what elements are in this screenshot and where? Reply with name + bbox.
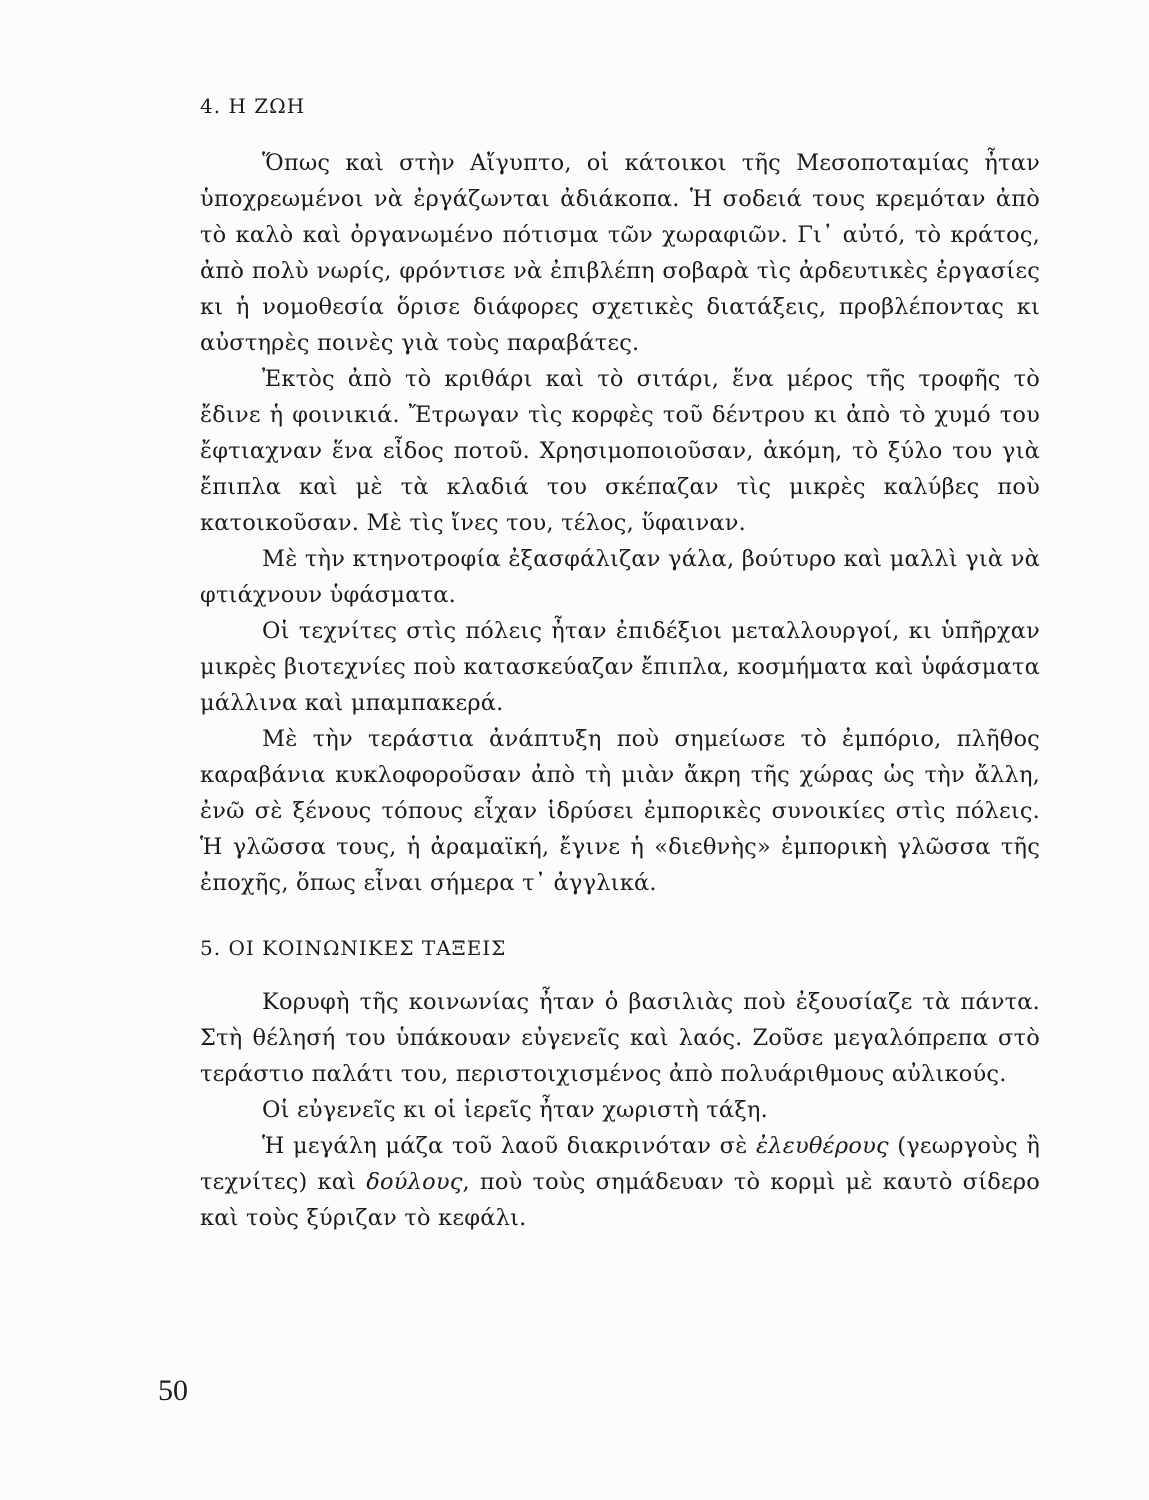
paragraph-palm-tree: Ἐκτὸς ἀπὸ τὸ κριθάρι καὶ τὸ σιτάρι, ἕνα μέρος τῆς τροφῆς τὸ ἔδινε ἡ φοινικιά. Ἔτρωγαν τὶς κορφὲς τοῦ δέντρου κι ἀπὸ τὸ χυμό του ἔφτιαχναν ἕνα εἶδος ποτοῦ. Χρησιμοποιοῦσαν, ἀκόμη, τὸ ξύλο του γιὰ ἔπιπλα καὶ μὲ τὰ κλαδιά του σκέπαζαν τὶς μικρὲς καλύβες ποὺ κατοικοῦσαν. Μὲ τὶς ἴνες του, τέλος, ὕφαιναν.	[200, 366, 1040, 536]
section-heading-social-classes: 5. ΟΙ ΚΟΙΝΩΝΙΚΕΣ ΤΑΞΕΙΣ	[200, 936, 507, 960]
section-life-body	[200, 145, 1040, 901]
emphasis-free: ἐλευθέρους	[756, 1133, 889, 1159]
paragraph-free-and-slaves	[200, 1128, 1040, 1236]
paragraph-trade: Μὲ τὴν τεράστια ἀνάπτυξη ποὺ σημείωσε τὸ ἐμπόριο, πλῆθος καραβάνια κυκλοφοροῦσαν ἀπὸ τὴ μιὰν ἄκρη τῆς χώρας ὡς τὴν ἄλλη, ἐνῶ σὲ ξένους τόπους εἶχαν ἱδρύσει ἐμπορικὲς συνοικίες στὶς πόλεις. Ἡ γλῶσσα τους, ἡ ἀραμαϊκή, ἔγινε ἡ «διεθνὴς» ἐμπορικὴ γλῶσσα τῆς ἐποχῆς, ὅπως εἶναι σήμερα τ᾽ ἀγγλικά.	[200, 726, 1040, 896]
emphasis-slaves: δούλους	[366, 1169, 463, 1195]
section-heading-life: 4. Η ΖΩΗ	[200, 94, 306, 118]
paragraph-livestock: Μὲ τὴν κτηνοτροφία ἐξασφάλιζαν γάλα, βούτυρο καὶ μαλλὶ γιὰ νὰ φτιάχνουν ὑφάσματα.	[200, 546, 1040, 608]
text-fragment: (γεωργοὺς ἢ τεχνίτες) καὶ	[200, 1133, 1041, 1195]
text-fragment: Ἡ μεγάλη μάζα τοῦ λαοῦ διακρινόταν σὲ	[262, 1133, 756, 1159]
paragraph-craftsmen: Οἱ τεχνίτες στὶς πόλεις ἦταν ἐπιδέξιοι μεταλλουργοί, κι ὑπῆρχαν μικρὲς βιοτεχνίες ποὺ κατασκεύαζαν ἔπιπλα, κοσμήματα καὶ ὑφάσματα μάλλινα καὶ μπαμπακερά.	[200, 618, 1040, 716]
paragraph-nobles: Οἱ εὐγενεῖς κι οἱ ἱερεῖς ἦταν χωριστὴ τάξη.	[262, 1097, 768, 1123]
paragraph-irrigation: Ὅπως καὶ στὴν Αἴγυπτο, οἱ κάτοικοι τῆς Μεσοποταμίας ἦταν ὑποχρεωμένοι νὰ ἐργάζωνται ἀδιάκοπα. Ἡ σοδειά τους κρεμόταν ἀπὸ τὸ καλὸ καὶ ὀργανωμένο πότισμα τῶν χωραφιῶν. Γι᾽ αὐτό, τὸ κράτος, ἀπὸ πολὺ νωρίς, φρόντισε νὰ ἐπιβλέπη σοβαρὰ τὶς ἀρδευτικὲς ἐργασίες κι ἡ νομοθεσία ὅρισε διάφορες σχετικὲς διατάξεις, προβλέποντας κι αὐστηρὲς ποινὲς γιὰ τοὺς παραβάτες.	[200, 150, 1040, 356]
section-social-classes-body	[200, 984, 1040, 1236]
text-fragment: , ποὺ τοὺς σημάδευαν τὸ κορμὶ μὲ καυτὸ σίδερο καὶ τοὺς ξύριζαν τὸ κεφάλι.	[200, 1169, 1040, 1231]
page-number: 50	[158, 1374, 188, 1407]
paragraph-king: Κορυφὴ τῆς κοινωνίας ἦταν ὁ βασιλιὰς ποὺ ἐξουσίαζε τὰ πάντα. Στὴ θέλησή του ὑπάκουαν εὐγενεῖς καὶ λαός. Ζοῦσε μεγαλόπρεπα στὸ τεράστιο παλάτι του, περιστοιχισμένος ἀπὸ πολυάριθμους αὐλικούς.	[200, 989, 1040, 1087]
